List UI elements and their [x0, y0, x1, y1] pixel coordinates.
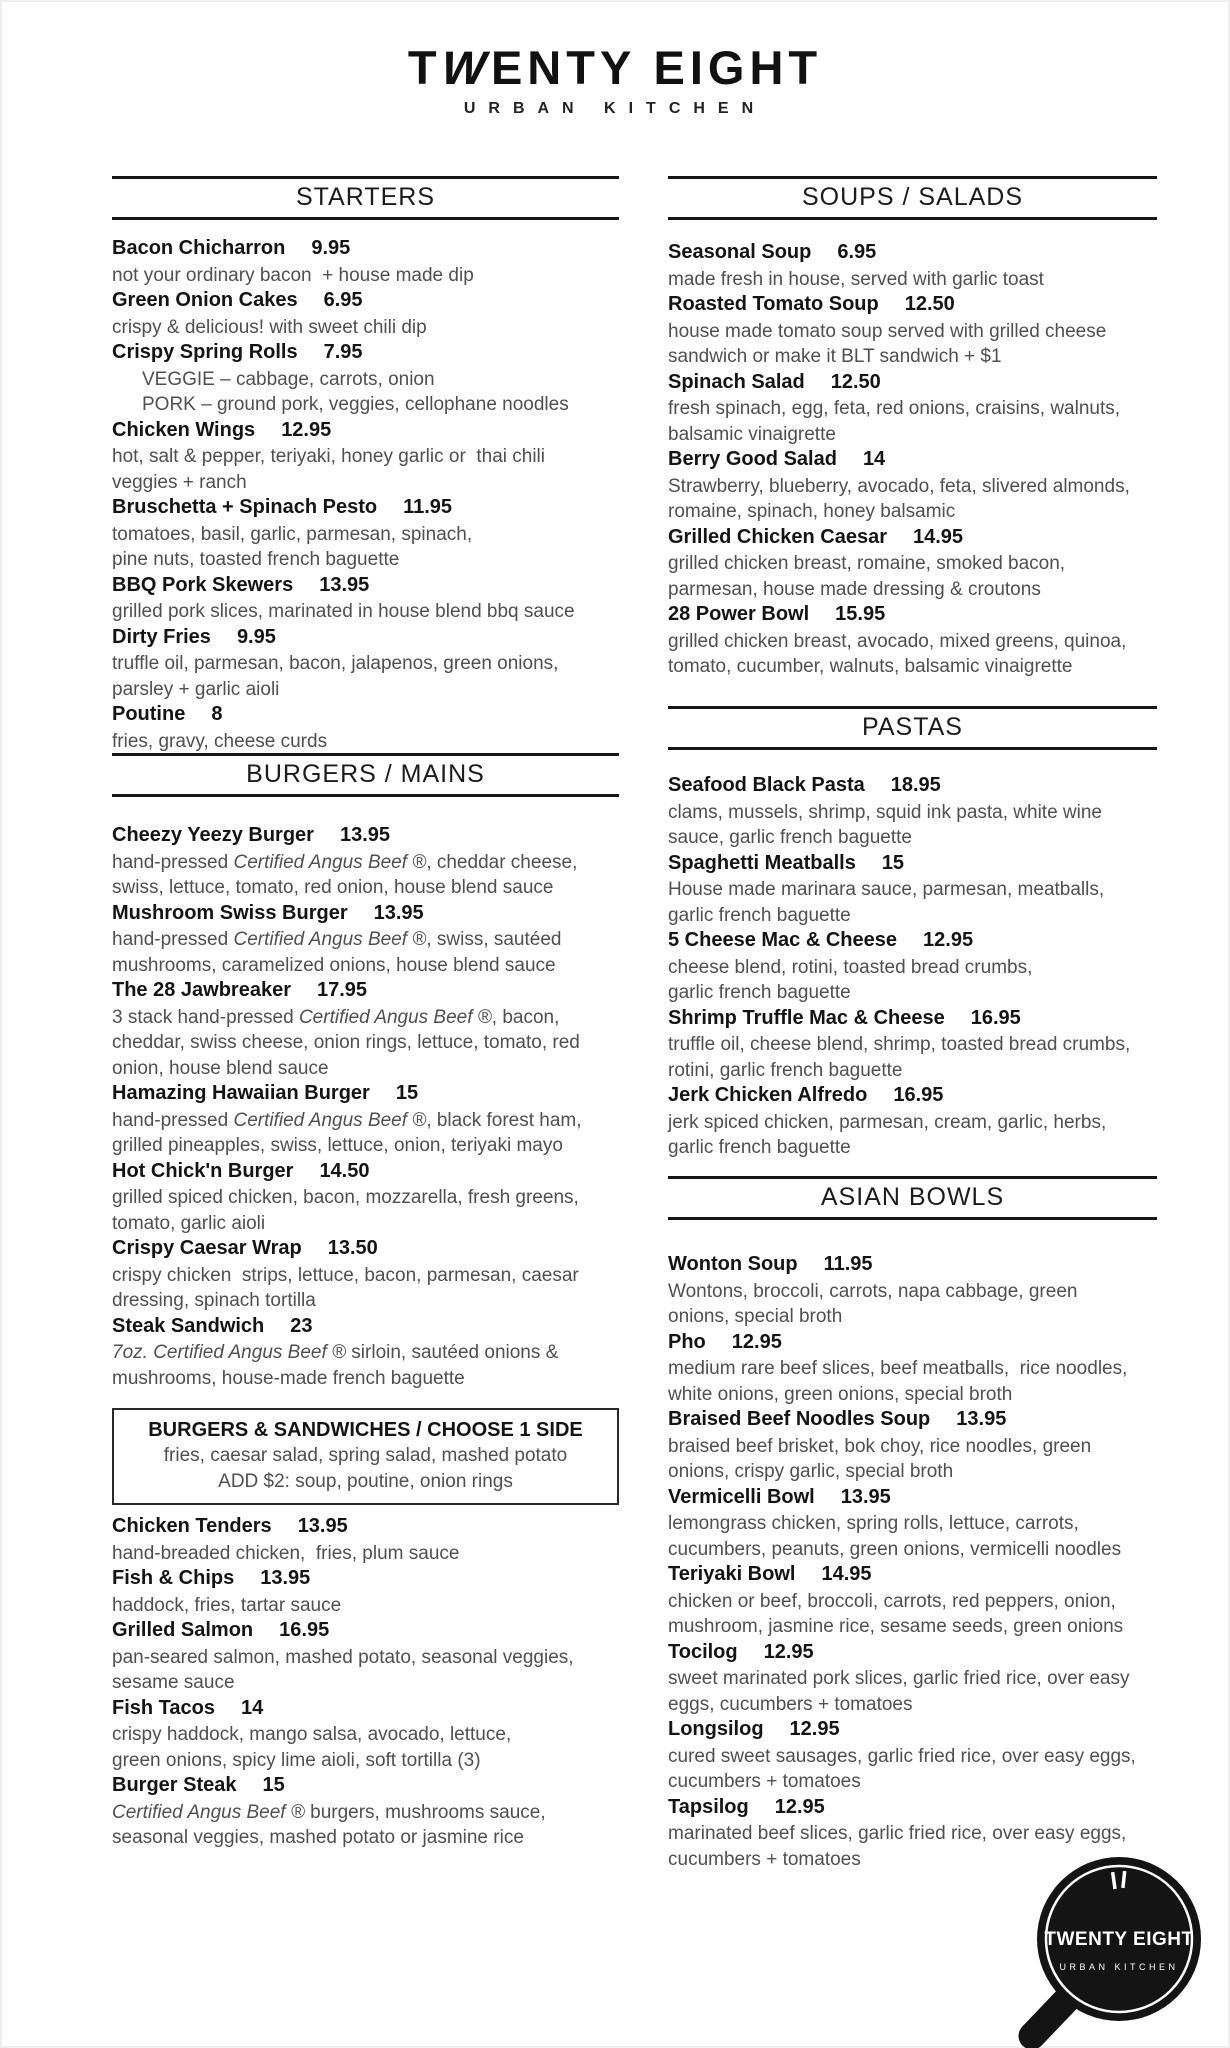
- item-description: tomato, garlic aioli: [112, 1212, 266, 1234]
- item-price: 13.95: [840, 1485, 891, 1508]
- item-price: 14: [241, 1696, 264, 1719]
- item-title-line: [668, 1485, 1157, 1512]
- item-title-line: [112, 495, 619, 522]
- item-description: medium rare beef slices, beef meatballs, rice noodles,: [668, 1358, 1128, 1379]
- menu-item: [668, 292, 1157, 370]
- item-description: Strawberry, blueberry, avocado, feta, slivered almonds,: [668, 475, 1130, 497]
- item-title-line: [668, 851, 1157, 878]
- item-price: 13.95: [297, 1515, 348, 1537]
- item-price: 11.95: [403, 496, 453, 518]
- item-title-line: [668, 1640, 1157, 1667]
- section-items: [112, 236, 619, 754]
- menu-item: [668, 1330, 1157, 1408]
- item-description: sauce, garlic french baguette: [668, 827, 912, 848]
- item-title-line: [668, 1330, 1157, 1357]
- item-description: onion, house blend sauce: [112, 1057, 329, 1079]
- item-title-line: [112, 1081, 619, 1108]
- item-description: cheese blend, rotini, toasted bread crumbs,: [668, 956, 1033, 978]
- menu-item: [112, 1773, 619, 1851]
- item-title-line: [668, 1252, 1157, 1279]
- item-price: 15: [262, 1774, 285, 1796]
- menu-item: [668, 1640, 1157, 1718]
- item-description: pan-seared salmon, mashed potato, seasonal veggies,: [112, 1646, 574, 1668]
- menu-item: [668, 447, 1157, 525]
- item-name: Green Onion Cakes: [112, 289, 298, 311]
- item-name: Hamazing Hawaiian Burger: [112, 1082, 370, 1104]
- item-price: 13.50: [327, 1237, 378, 1259]
- item-title-line: [112, 625, 619, 652]
- item-description: crispy chicken strips, lettuce, bacon, parmesan, caesar: [112, 1264, 579, 1286]
- menu-items-group: [112, 1514, 619, 1851]
- item-name: Roasted Tomato Soup: [668, 293, 879, 315]
- item-description: made fresh in house, served with garlic toast: [668, 268, 1044, 290]
- item-description: jerk spiced chicken, parmesan, cream, garlic, herbs,: [668, 1111, 1107, 1133]
- item-name: Fish & Chips: [112, 1567, 235, 1589]
- item-name: Longsilog: [668, 1718, 764, 1740]
- section-items: [112, 823, 619, 1391]
- item-description: not your ordinary bacon + house made dip: [112, 264, 474, 286]
- item-title-line: [112, 1566, 619, 1593]
- menu-item: [112, 1514, 619, 1566]
- menu-item: [112, 1236, 619, 1314]
- item-name: 28 Power Bowl: [668, 603, 810, 625]
- item-price: 6.95: [323, 289, 363, 311]
- skillet-logo-graphic: [1012, 1842, 1212, 2048]
- item-price: 16.95: [893, 1084, 944, 1106]
- menu-item: [668, 1252, 1157, 1330]
- item-name: Crispy Caesar Wrap: [112, 1237, 302, 1259]
- callout-line: fries, caesar salad, spring salad, mashed potato: [163, 1445, 568, 1466]
- item-description: mushroom, jasmine rice, sesame seeds, green onions: [668, 1616, 1124, 1637]
- sides-callout: [112, 1408, 619, 1505]
- item-name: Bruschetta + Spinach Pesto: [112, 496, 378, 518]
- item-title-line: [668, 602, 1157, 629]
- item-description: sesame sauce: [112, 1672, 235, 1693]
- item-name: Seasonal Soup: [668, 241, 812, 263]
- item-description: sandwich or make it BLT sandwich + $1: [668, 346, 1002, 367]
- item-price: 7.95: [323, 341, 363, 363]
- menu-item: [112, 978, 619, 1081]
- item-price: 13.95: [956, 1408, 1007, 1430]
- item-name: Spaghetti Meatballs: [668, 851, 856, 874]
- item-price: 15: [881, 851, 905, 874]
- item-price: 13.95: [260, 1567, 311, 1589]
- item-description: hand-breaded chicken, fries, plum sauce: [112, 1542, 460, 1564]
- item-price: 11.95: [823, 1253, 873, 1275]
- item-price: 6.95: [837, 241, 877, 263]
- item-price: 12.95: [281, 418, 332, 441]
- menu-item: [112, 702, 619, 754]
- item-description: cheddar, swiss cheese, onion rings, lettuce, tomato, red: [112, 1032, 580, 1053]
- item-description: hand-pressed Certified Angus Beef ®, cheddar cheese,: [112, 851, 578, 873]
- item-description: haddock, fries, tartar sauce: [112, 1594, 342, 1616]
- item-description: Certified Angus Beef ® burgers, mushrooms sauce,: [112, 1801, 546, 1823]
- menu-item: [668, 602, 1157, 680]
- item-description: hand-pressed Certified Angus Beef ®, black forest ham,: [112, 1109, 582, 1131]
- menu-item: [112, 1159, 619, 1237]
- item-name: Vermicelli Bowl: [668, 1485, 815, 1508]
- item-title-line: [112, 236, 619, 263]
- item-price: 8: [211, 703, 223, 725]
- item-description: garlic french baguette: [668, 1137, 851, 1158]
- item-description: romaine, spinach, honey balsamic: [668, 501, 956, 522]
- menu-item: [112, 1696, 619, 1774]
- menu-item: [668, 773, 1157, 851]
- item-price: 13.95: [339, 824, 391, 846]
- item-title-line: [668, 447, 1157, 474]
- item-price: 13.95: [319, 573, 370, 596]
- item-description: VEGGIE – cabbage, carrots, onion: [142, 368, 435, 390]
- item-title-line: [112, 978, 619, 1005]
- item-description: green onions, spicy lime aioli, soft tortilla (3): [112, 1749, 481, 1771]
- item-title-line: [112, 288, 619, 315]
- section-title: SOUPS / SALADS: [668, 176, 1157, 220]
- skillet-logo: [1012, 1842, 1212, 2048]
- item-description: grilled pork slices, marinated in house blend bbq sauce: [112, 601, 575, 622]
- callout-line: ADD $2: soup, poutine, onion rings: [218, 1471, 513, 1492]
- item-description: tomatoes, basil, garlic, parmesan, spinach,: [112, 523, 473, 545]
- menu-item: [668, 1083, 1157, 1161]
- item-description: cucumbers, peanuts, green onions, vermicelli noodles: [668, 1538, 1122, 1560]
- item-description: grilled chicken breast, romaine, smoked bacon,: [668, 553, 1066, 574]
- item-description: chicken or beef, broccoli, carrots, red peppers, onion,: [668, 1590, 1116, 1612]
- item-name: Grilled Chicken Caesar: [668, 525, 887, 548]
- item-description: crispy haddock, mango salsa, avocado, lettuce,: [112, 1724, 512, 1745]
- item-title-line: [112, 1696, 619, 1723]
- item-title-line: [668, 1717, 1157, 1744]
- item-title-line: [112, 573, 619, 600]
- item-name: Grilled Salmon: [112, 1619, 254, 1641]
- item-name: Pho: [668, 1330, 706, 1353]
- item-title-line: [668, 1083, 1157, 1110]
- item-title-line: [668, 773, 1157, 800]
- item-description: grilled pineapples, swiss, lettuce, onion, teriyaki mayo: [112, 1135, 563, 1156]
- item-title-line: [668, 1795, 1157, 1822]
- item-description: cucumbers + tomatoes: [668, 1771, 861, 1792]
- item-name: Mushroom Swiss Burger: [112, 901, 348, 924]
- item-description: truffle oil, parmesan, bacon, jalapenos, green onions,: [112, 653, 559, 674]
- item-name: Braised Beef Noodles Soup: [668, 1408, 931, 1430]
- item-description: mushrooms, caramelized onions, house blend sauce: [112, 954, 556, 976]
- item-price: 12.95: [774, 1795, 825, 1818]
- section-title: PASTAS: [668, 706, 1157, 750]
- item-description: fresh spinach, egg, feta, red onions, craisins, walnuts,: [668, 398, 1121, 419]
- item-title-line: [112, 702, 619, 729]
- item-description: Wontons, broccoli, carrots, napa cabbage, green: [668, 1280, 1078, 1302]
- menu-item: [668, 370, 1157, 448]
- restaurant-tagline: URBAN KITCHEN: [463, 100, 767, 117]
- item-price: 16.95: [279, 1619, 330, 1641]
- item-description: rotini, garlic french baguette: [668, 1059, 903, 1081]
- item-description: seasonal veggies, mashed potato or jasmine rice: [112, 1827, 524, 1848]
- item-description: white onions, green onions, special broth: [668, 1383, 1013, 1405]
- item-name: Wonton Soup: [668, 1253, 798, 1275]
- section-title: STARTERS: [112, 176, 619, 220]
- item-description: garlic french baguette: [668, 904, 851, 926]
- item-name: BBQ Pork Skewers: [112, 573, 294, 596]
- menu-item: [112, 823, 619, 901]
- restaurant-name: TWENTY EIGHT: [407, 41, 823, 94]
- item-price: 14.50: [319, 1159, 370, 1182]
- item-price: 12.95: [789, 1718, 840, 1740]
- item-name: Tocilog: [668, 1640, 738, 1663]
- menu-item: [112, 1081, 619, 1159]
- item-description: House made marinara sauce, parmesan, meatballs,: [668, 879, 1105, 900]
- menu-item: [112, 1618, 619, 1696]
- item-name: Chicken Wings: [112, 418, 256, 441]
- badge-title: TWENTY EIGHT: [1044, 1929, 1194, 1950]
- item-title-line: [112, 823, 619, 850]
- item-name: Spinach Salad: [668, 370, 805, 393]
- menu-item: [112, 901, 619, 979]
- item-name: Chicken Tenders: [112, 1515, 272, 1537]
- badge-subtitle: URBAN KITCHEN: [1059, 1962, 1179, 1972]
- section-items: [668, 1252, 1157, 1872]
- menu-item: [668, 928, 1157, 1006]
- item-description: parmesan, house made dressing & croutons: [668, 578, 1041, 600]
- item-price: 12.95: [731, 1330, 782, 1353]
- menu-section: [112, 753, 619, 1391]
- menu-section: [668, 176, 1157, 680]
- item-title-line: [112, 1236, 619, 1263]
- item-description: onions, crispy garlic, special broth: [668, 1461, 954, 1482]
- item-title-line: [668, 1562, 1157, 1589]
- menu-section: [112, 176, 619, 754]
- item-title-line: [112, 901, 619, 928]
- sides-callout-box: [112, 1408, 619, 1505]
- menu-item: [112, 1566, 619, 1618]
- item-description: house made tomato soup served with grilled cheese: [668, 320, 1107, 342]
- menu-item: [112, 495, 619, 573]
- item-price: 15.95: [835, 603, 886, 625]
- item-title-line: [668, 240, 1157, 267]
- item-description: parsley + garlic aioli: [112, 678, 280, 700]
- menu-item: [112, 573, 619, 625]
- item-name: Tapsilog: [668, 1795, 749, 1818]
- item-description: grilled chicken breast, avocado, mixed greens, quinoa,: [668, 630, 1127, 652]
- item-name: Poutine: [112, 703, 186, 725]
- item-title-line: [668, 1407, 1157, 1434]
- menu-item: [112, 418, 619, 496]
- item-title-line: [112, 1159, 619, 1186]
- item-name: Bacon Chicharron: [112, 237, 286, 259]
- item-description: lemongrass chicken, spring rolls, lettuce, carrots,: [668, 1513, 1079, 1534]
- item-price: 15: [395, 1082, 419, 1104]
- item-title-line: [112, 1773, 619, 1800]
- menu-item: [112, 1314, 619, 1392]
- item-price: 12.50: [830, 370, 881, 393]
- item-title-line: [112, 1618, 619, 1645]
- item-price: 12.50: [904, 293, 955, 315]
- section-title: BURGERS / MAINS: [112, 753, 619, 797]
- item-description: onions, special broth: [668, 1306, 843, 1327]
- item-description: truffle oil, cheese blend, shrimp, toasted bread crumbs,: [668, 1034, 1131, 1055]
- item-title-line: [112, 1514, 619, 1541]
- item-price: 14.95: [821, 1563, 872, 1585]
- item-name: 5 Cheese Mac & Cheese: [668, 929, 898, 951]
- menu-item: [112, 625, 619, 703]
- section-items: [668, 773, 1157, 1161]
- item-title-line: [112, 1314, 619, 1341]
- item-name: Steak Sandwich: [112, 1314, 265, 1337]
- item-name: Seafood Black Pasta: [668, 774, 865, 796]
- section-items: [668, 240, 1157, 680]
- item-description: 3 stack hand-pressed Certified Angus Beef ®, bacon,: [112, 1006, 560, 1028]
- item-name: The 28 Jawbreaker: [112, 979, 291, 1001]
- item-name: Dirty Fries: [112, 625, 211, 648]
- restaurant-logo: [0, 40, 1230, 118]
- item-description: cured sweet sausages, garlic fried rice, over easy eggs,: [668, 1745, 1136, 1767]
- item-description: mushrooms, house-made french baguette: [112, 1367, 465, 1389]
- item-title-line: [112, 418, 619, 445]
- item-name: Cheezy Yeezy Burger: [112, 824, 314, 846]
- item-price: 12.95: [763, 1640, 814, 1663]
- item-description: sweet marinated pork slices, garlic fried rice, over easy: [668, 1668, 1130, 1689]
- menu-section: [668, 706, 1157, 1161]
- menu-item: [112, 340, 619, 418]
- item-title-line: [668, 370, 1157, 397]
- menu-item: [668, 1562, 1157, 1640]
- item-price: 17.95: [317, 979, 368, 1001]
- item-description: fries, gravy, cheese curds: [112, 730, 328, 752]
- menu-item: [668, 525, 1157, 603]
- menu-item: [112, 236, 619, 288]
- menu-item: [668, 1407, 1157, 1485]
- menu-item: [112, 288, 619, 340]
- item-description: PORK – ground pork, veggies, cellophane noodles: [142, 394, 569, 415]
- item-description: clams, mussels, shrimp, squid ink pasta, white wine: [668, 801, 1102, 823]
- item-title-line: [668, 1006, 1157, 1033]
- menu-item: [668, 240, 1157, 292]
- section-title: ASIAN BOWLS: [668, 1176, 1157, 1220]
- item-name: Hot Chick'n Burger: [112, 1159, 294, 1182]
- item-description: marinated beef slices, garlic fried rice, over easy eggs,: [668, 1823, 1127, 1844]
- menu-item: [668, 851, 1157, 929]
- item-description: hand-pressed Certified Angus Beef ®, swiss, sautéed: [112, 929, 562, 950]
- item-name: Shrimp Truffle Mac & Cheese: [668, 1006, 945, 1029]
- item-description: veggies + ranch: [112, 471, 247, 493]
- menu-item: [668, 1485, 1157, 1563]
- item-description: crispy & delicious! with sweet chili dip: [112, 316, 427, 338]
- item-title-line: [112, 340, 619, 367]
- item-description: pine nuts, toasted french baguette: [112, 549, 400, 570]
- item-description: dressing, spinach tortilla: [112, 1290, 316, 1311]
- item-description: grilled spiced chicken, bacon, mozzarella, fresh greens,: [112, 1187, 579, 1208]
- item-title-line: [668, 292, 1157, 319]
- item-description: cucumbers + tomatoes: [668, 1848, 861, 1870]
- item-name: Burger Steak: [112, 1774, 237, 1796]
- item-description: hot, salt & pepper, teriyaki, honey garlic or thai chili: [112, 446, 546, 467]
- item-description: garlic french baguette: [668, 982, 851, 1003]
- item-price: 16.95: [970, 1006, 1021, 1029]
- item-name: Fish Tacos: [112, 1696, 215, 1719]
- item-name: Jerk Chicken Alfredo: [668, 1084, 868, 1106]
- item-description: braised beef brisket, bok choy, rice noodles, green: [668, 1435, 1092, 1457]
- item-price: 9.95: [236, 625, 276, 648]
- item-price: 13.95: [373, 901, 424, 924]
- item-name: Teriyaki Bowl: [668, 1563, 796, 1585]
- item-name: Crispy Spring Rolls: [112, 341, 298, 363]
- item-name: Berry Good Salad: [668, 448, 837, 470]
- item-price: 23: [290, 1314, 313, 1337]
- callout-title: BURGERS & SANDWICHES / CHOOSE 1 SIDE: [148, 1419, 583, 1441]
- item-description: tomato, cucumber, walnuts, balsamic vinaigrette: [668, 656, 1073, 677]
- menu-item: [668, 1006, 1157, 1084]
- item-price: 14: [862, 448, 886, 470]
- item-price: 12.95: [923, 929, 974, 951]
- item-description: balsamic vinaigrette: [668, 423, 836, 445]
- item-price: 18.95: [890, 774, 941, 796]
- item-price: 14.95: [912, 525, 964, 548]
- menu-section: [668, 1176, 1157, 1872]
- item-title-line: [668, 525, 1157, 552]
- item-title-line: [668, 928, 1157, 955]
- item-description: swiss, lettuce, tomato, red onion, house blend sauce: [112, 877, 554, 898]
- item-price: 9.95: [311, 237, 351, 259]
- menu-item: [668, 1717, 1157, 1795]
- item-description: 7oz. Certified Angus Beef ® sirloin, sautéed onions &: [112, 1342, 559, 1363]
- item-description: eggs, cucumbers + tomatoes: [668, 1693, 913, 1715]
